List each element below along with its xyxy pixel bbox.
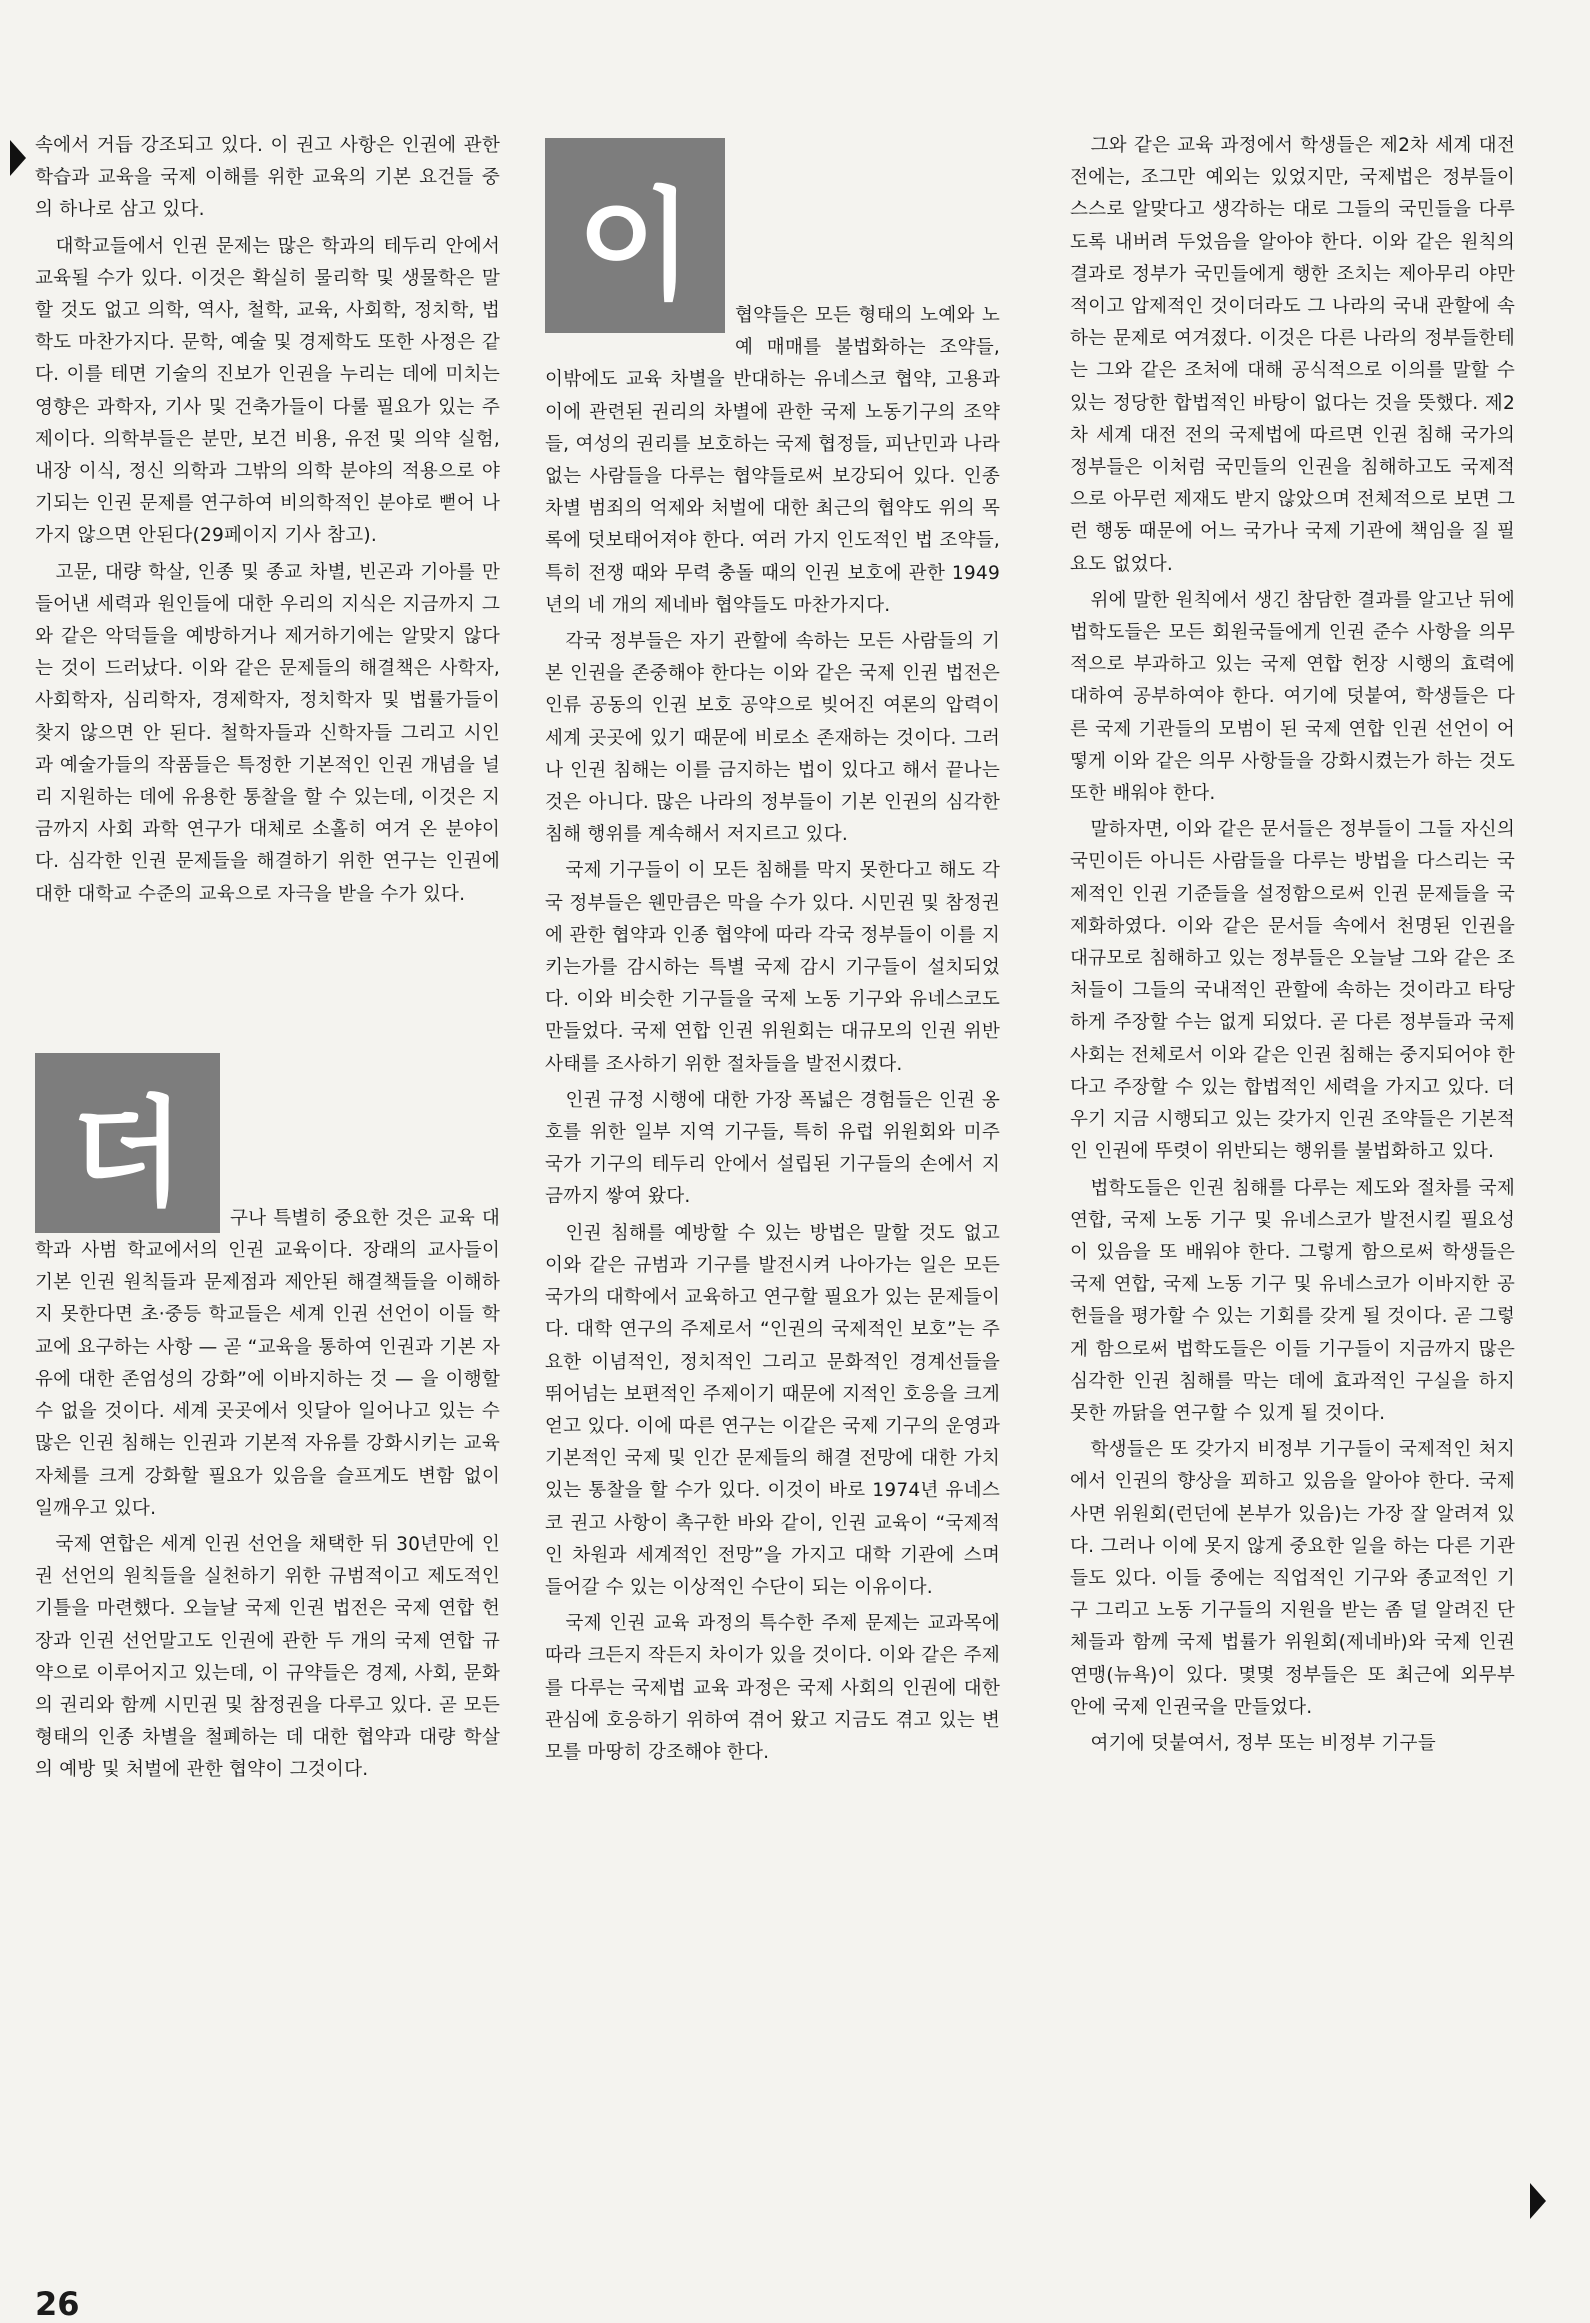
paragraph: 말하자면, 이와 같은 문서들은 정부들이 그들 자신의 국민이든 아니든 사람들을 다루는 방법을 다스리는 국제적인 인권 기준들을 설정함으로써 인권 문제들을 국제화하였다. 이와 같은 문서들 속에서 천명된 인권을 대규모로 침해하고 있는 정부들은 오늘날 그와 같은 조처들이 그들의 국내적인 관할에 속하는 것이라고 타당하게 주장할 수는 없게 되었다. 곧 다른 정부들과 국제 사회는 전체로서 이와 같은 인권 침해는 중지되어야 한다고 주장할 수 있는 합법적인 세력을 가지고 있다. 더우기 지금 시행되고 있는 갖가지 인권 조약들은 기본적인 인권에 뚜렷이 위반되는 행위를 불법화하고 있다.: [1070, 819, 1515, 1163]
paragraph: 대학교들에서 인권 문제는 많은 학과의 테두리 안에서 교육될 수가 있다. 이것은 확실히 물리학 및 생물학은 말할 것도 없고 의학, 역사, 철학, 교육, 사회학, 정치학, 법학도 마찬가지다. 문학, 예술 및 경제학도 또한 사정은 같다. 이를 테면 기술의 진보가 인권을 누리는 데에 미치는 영향은 과학자, 기사 및 건축가들이 다룰 필요가 있는 주제이다. 의학부들은 분만, 보건 비용, 유전 및 의약 실험, 내장 이식, 정신 의학과 그밖의 의학 분야의 적용으로 야기되는 인권 문제를 연구하여 비의학적인 분야로 뻗어 나가지 않으면 안된다(29페이지 기사 참고).: [35, 235, 500, 547]
paragraph: 국제 인권 교육 과정의 특수한 주제 문제는 교과목에 따라 크든지 작든지 차이가 있을 것이다. 이와 같은 주제를 다루는 국제법 교육 과정은 국제 사회의 인권에 대한 관심에 호응하기 위하여 겪어 왔고 지금도 겪고 있는 변모를 마땅히 강조해야 한다.: [545, 1613, 1000, 1763]
column-2: [545, 130, 1000, 1773]
drop-cap: 더: [35, 1053, 220, 1233]
paragraph: 고문, 대량 학살, 인종 및 종교 차별, 빈곤과 기아를 만들어낸 세력과 원인들에 대한 우리의 지식은 지금까지 그와 같은 악덕들을 예방하거나 제거하기에는 알맞지 않다는 것이 드러났다. 이와 같은 문제들의 해결책은 사학자, 사회학자, 심리학자, 경제학자, 정치학자 및 법률가들이 찾지 않으면 안 된다. 철학자들과 신학자들 그리고 시인과 예술가들의 작품들은 특정한 기본적인 인권 개념을 널리 지원하는 데에 유용한 통찰을 할 수 있는데, 이것은 지금까지 사회 과학 연구가 대체로 소홀히 여겨 온 분야이다. 심각한 인권 문제들을 해결하기 위한 연구는 인권에 대한 대학교 수준의 교육으로 자극을 받을 수가 있다.: [35, 561, 500, 905]
paragraph: 속에서 거듭 강조되고 있다. 이 권고 사항은 인권에 관한 학습과 교육을 국제 이해를 위한 교육의 기본 요건들 중의 하나로 삼고 있다.: [35, 135, 500, 221]
paragraph: 위에 말한 원칙에서 생긴 참담한 결과를 알고난 뒤에 법학도들은 모든 회원국들에게 인권 준수 사항을 의무적으로 부과하고 있는 국제 연합 헌장 시행의 효력에 대하여 공부하여야 한다. 여기에 덧붙여, 학생들은 다른 국제 기관들의 모범이 된 국제 연합 인권 선언이 어떻게 이와 같은 의무 사항들을 강화시켰는가 하는 것도 또한 배워야 한다.: [1070, 589, 1515, 805]
paragraph: 인권 규정 시행에 대한 가장 폭넓은 경험들은 인권 옹호를 위한 일부 지역 기구들, 특히 유럽 위원회와 미주 국가 기구의 테두리 안에서 설립된 기구들의 손에서 지금까지 쌓여 왔다.: [545, 1089, 1000, 1208]
paragraph: 국제 기구들이 이 모든 침해를 막지 못한다고 해도 각국 정부들은 웬만큼은 막을 수가 있다. 시민권 및 참정권에 관한 협약과 인종 협약에 따라 각국 정부들이 이를 지키는가를 감시하는 특별 국제 감시 기구들이 설치되었다. 이와 비슷한 기구들을 국제 노동 기구와 유네스코도 만들었다. 국제 연합 인권 위원회는 대규모의 인권 위반 사태를 조사하기 위한 절차들을 발전시켰다.: [545, 860, 1000, 1075]
right-continue-arrow: [1530, 2183, 1546, 2219]
paragraph: 여기에 덧붙여서, 정부 또는 비정부 기구들: [1090, 1732, 1436, 1754]
page-number: 26: [35, 2285, 80, 2323]
paragraph: 인권 침해를 예방할 수 있는 방법은 말할 것도 없고 이와 같은 규범과 기구를 발전시켜 나아가는 일은 모든 국가의 대학에서 교육하고 연구할 필요가 있는 문제들이다. 대학 연구의 주제로서 “인권의 국제적인 보호”는 주요한 이념적인, 정치적인 그리고 문화적인 경계선들을 뛰어넘는 보편적인 주제이기 때문에 지적인 호응을 크게 얻고 있다. 이에 따른 연구는 이같은 국제 기구의 운영과 기본적인 국제 및 인간 문제들의 해결 전망에 대한 가치 있는 통찰을 할 수가 있다. 이것이 바로 1974년 유네스코 권고 사항이 촉구한 바와 같이, 인권 교육이 “국제적인 차원과 세계적인 전망”을 가지고 대학 기관에 스며 들어갈 수 있는 이상적인 수단이 되는 이유이다.: [545, 1222, 1000, 1598]
paragraph: 학생들은 또 갖가지 비정부 기구들이 국제적인 처지에서 인권의 향상을 꾀하고 있음을 알아야 한다. 국제 사면 위원회(런던에 본부가 있음)는 가장 잘 알려져 있다. 그러나 이에 못지 않게 중요한 일을 하는 다른 기관들도 있다. 이들 중에는 직업적인 기구와 종교적인 기구 그리고 노동 기구들의 지원을 받는 좀 덜 알려진 단체들과 함께 국제 법률가 위원회(제네바)와 국제 인권 연맹(뉴욕)이 있다. 몇몇 정부들은 또 최근에 외무부 안에 국제 인권국을 만들었다.: [1070, 1439, 1515, 1718]
column-3: [1070, 130, 1515, 1764]
column-1: [35, 130, 500, 1791]
paragraph: 법학도들은 인권 침해를 다루는 제도와 절차를 국제 연합, 국제 노동 기구 및 유네스코가 발전시킬 필요성이 있음을 또 배워야 한다. 그렇게 함으로써 학생들은 국제 연합, 국제 노동 기구 및 유네스코가 이바지한 공헌들을 평가할 수 있는 기회를 갖게 될 것이다. 곧 그렇게 함으로써 법학도들은 이들 기구들이 지금까지 많은 심각한 인권 침해를 막는 데에 효과적인 구실을 하지 못한 까닭을 연구할 수 있게 될 것이다.: [1070, 1177, 1515, 1424]
drop-cap: 이: [545, 138, 725, 333]
paragraph: 협약들은 모든 형태의 노예와 노예 매매를 불법화하는 조약들, 이밖에도 교육 차별을 반대하는 유네스코 협약, 고용과 이에 관련된 권리의 차별에 관한 국제 노동기구의 조약들, 여성의 권리를 보호하는 국제 협정들, 피난민과 나라 없는 사람들을 다루는 협약들로써 보강되어 있다. 인종 차별 범죄의 억제와 처벌에 대한 최근의 협약도 위의 목록에 덧보태어져야 한다. 여러 가지 인도적인 법 조약들, 특히 전쟁 때와 무력 충돌 때의 인권 보호에 관한 1949년의 네 개의 제네바 협약들도 마찬가지다.: [545, 305, 1000, 616]
left-continue-arrow: [10, 140, 26, 176]
paragraph: 각국 정부들은 자기 관할에 속하는 모든 사람들의 기본 인권을 존중해야 한다는 이와 같은 국제 인권 법전은 인류 공동의 인권 보호 공약으로 빚어진 여론의 압력이 세계 곳곳에 있기 때문에 비로소 존재하는 것이다. 그러나 인권 침해는 이를 금지하는 법이 있다고 해서 끝나는 것은 아니다. 많은 나라의 정부들이 기본 인권의 심각한 침해 행위를 계속해서 저지르고 있다.: [545, 631, 1000, 846]
paragraph: 구나 특별히 중요한 것은 교육 대학과 사범 학교에서의 인권 교육이다. 장래의 교사들이 기본 인권 원칙들과 문제점과 제안된 해결책들을 이해하지 못한다면 초·중등 학교들은 세계 인권 선언이 이들 학교에 요구하는 사항 — 곧 “교육을 통하여 인권과 기본 자유에 대한 존엄성의 강화”에 이바지하는 것 — 을 이행할 수 없을 것이다. 세계 곳곳에서 잇달아 일어나고 있는 수많은 인권 침해는 인권과 기본적 자유를 강화시키는 교육 자체를 크게 강화할 필요가 있음을 슬프게도 변함 없이 일깨우고 있다.: [35, 1207, 501, 1519]
paragraph: 국제 연합은 세계 인권 선언을 채택한 뒤 30년만에 인권 선언의 원칙들을 실천하기 위한 규범적이고 제도적인 기틀을 마련했다. 오늘날 국제 인권 법전은 국제 연합 헌장과 인권 선언말고도 인권에 관한 두 개의 국제 연합 규약으로 이루어지고 있는데, 이 규약들은 경제, 사회, 문화의 권리와 함께 시민권 및 참정권을 다루고 있다. 곧 모든 형태의 인종 차별을 철폐하는 데 대한 협약과 대량 학살의 예방 및 처벌에 관한 협약이 그것이다.: [35, 1533, 500, 1781]
paragraph: 그와 같은 교육 과정에서 학생들은 제2차 세계 대전 전에는, 조그만 예외는 있었지만, 국제법은 정부들이 스스로 알맞다고 생각하는 대로 그들의 국민들을 다루도록 내버려 두었음을 알아야 한다. 이와 같은 원칙의 결과로 정부가 국민들에게 행한 조치는 제아무리 야만적이고 압제적인 것이더라도 그 나라의 국내 관할에 속하는 문제로 여겨졌다. 이것은 다른 나라의 정부들한테는 그와 같은 조처에 대해 공식적으로 이의를 말할 수 있는 정당한 합법적인 바탕이 없다는 것을 뜻했다. 제2차 세계 대전 전의 국제법에 따르면 인권 침해 국가의 정부들은 이처럼 국민들의 인권을 침해하고도 국제적으로 아무런 제재도 받지 않았으며 전체적으로 보면 그런 행동 때문에 어느 국가나 국제 기관에 책임을 질 필요도 없었다.: [1070, 135, 1515, 575]
